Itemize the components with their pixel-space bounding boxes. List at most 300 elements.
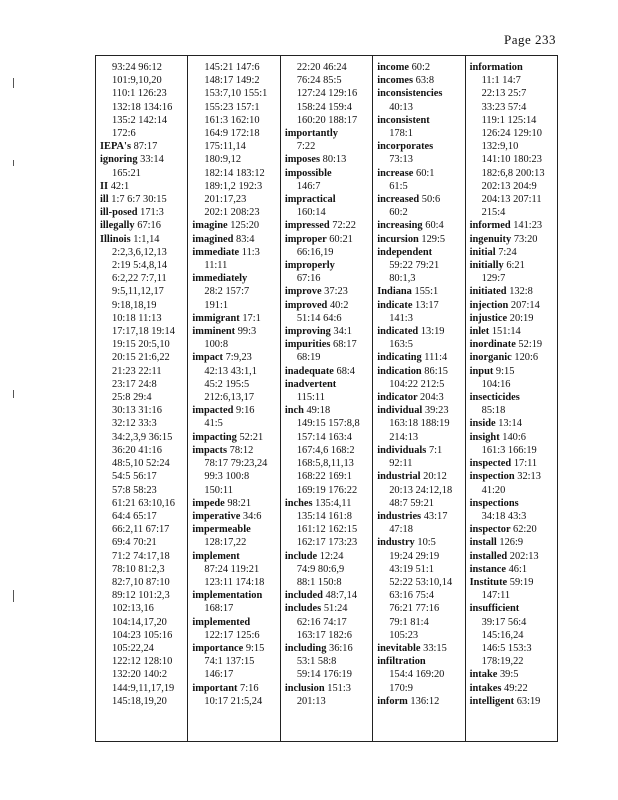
index-page-refs: 129:7 — [481, 273, 506, 285]
index-page-refs: 98:21 — [227, 497, 252, 509]
index-entry — [100, 219, 185, 232]
index-page-refs: 80:1,3 — [389, 273, 416, 285]
index-page-refs: 61:5 — [389, 180, 408, 192]
index-entry — [470, 470, 555, 483]
index-entry — [285, 365, 370, 378]
index-page-refs: 157:14 163:4 — [296, 431, 352, 443]
index-term: indicator — [377, 392, 418, 404]
index-page-refs: 123:11 174:18 — [204, 576, 265, 588]
index-term: impractical — [284, 194, 336, 206]
index-term: IEPA's — [100, 141, 131, 153]
index-term: implementation — [192, 590, 263, 602]
index-page-refs: 161:3 162:10 — [204, 114, 260, 126]
index-entry — [470, 299, 555, 312]
index-page-refs: 52:22 53:10,14 — [389, 576, 453, 588]
index-term: improper — [284, 233, 327, 245]
index-term: indicate — [377, 299, 413, 311]
index-page-refs: 9:16 — [236, 405, 255, 417]
index-entry — [192, 642, 277, 655]
index-page-refs: 215:4 — [481, 207, 506, 219]
index-page-refs: 11:1 14:7 — [481, 75, 521, 87]
index-page-refs: 204:3 — [420, 392, 444, 404]
index-page-refs: 37:23 — [324, 286, 348, 298]
index-page-refs: 146:17 — [204, 669, 234, 681]
index-page-refs: 168:22 169:1 — [296, 471, 352, 483]
index-page-refs: 151:14 — [491, 326, 521, 338]
index-entry — [470, 550, 555, 563]
index-entry — [470, 312, 555, 325]
index-page-refs: 47:18 — [389, 524, 413, 536]
index-page-refs: 102:13,16 — [112, 603, 154, 615]
index-term: impacted — [192, 405, 234, 417]
index-page-refs: 78:17 79:23,24 — [204, 458, 268, 470]
index-entry — [285, 325, 370, 338]
index-page-refs: 100:8 — [204, 339, 229, 351]
index-term: infiltration — [377, 656, 426, 668]
index-entry — [470, 259, 555, 272]
index-entry — [192, 246, 277, 259]
index-entry — [192, 219, 277, 232]
index-entry — [285, 219, 370, 232]
index-entry — [377, 140, 462, 153]
index-page-refs: 110:1 126:23 — [112, 88, 167, 100]
index-page-refs: 73:13 — [389, 154, 413, 166]
index-page-refs: 54:5 56:17 — [112, 471, 157, 483]
index-page-refs: 40:2 — [329, 299, 349, 311]
index-page-refs: 201:17,23 — [204, 194, 247, 206]
index-term: industries — [377, 510, 422, 522]
index-page-refs: 1:1,14 — [133, 233, 160, 245]
index-term: inevitable — [377, 642, 421, 654]
index-page-refs: 168:5,8,11,13 — [296, 458, 354, 470]
index-entry — [285, 259, 370, 272]
index-term: increase — [377, 167, 414, 179]
index-page-refs: 7:16 — [240, 682, 259, 694]
index-page-refs: 2:19 5:4,8,14 — [112, 260, 168, 272]
index-entry — [377, 299, 462, 312]
index-entry — [100, 180, 185, 193]
index-entry — [377, 246, 462, 259]
index-term: impermeable — [192, 524, 251, 536]
index-page-refs: 11:11 — [204, 260, 228, 272]
index-page-refs: 62:16 74:17 — [296, 616, 347, 628]
index-entry — [470, 338, 555, 351]
index-page-refs: 25:8 29:4 — [112, 392, 152, 404]
index-entry — [192, 444, 277, 457]
index-entry — [285, 550, 370, 563]
index-page-refs: 73:20 — [513, 233, 538, 245]
index-page-refs: 80:13 — [322, 154, 347, 166]
index-entry — [285, 378, 370, 391]
index-entry — [192, 272, 277, 285]
index-term: ingenuity — [469, 233, 512, 245]
index-page-refs: 60:2 — [389, 207, 408, 219]
index-entry — [377, 285, 462, 298]
index-column-5 — [465, 56, 557, 741]
index-entry — [470, 285, 555, 298]
index-term: impacting — [192, 431, 237, 443]
index-page-refs: 13:19 — [420, 326, 445, 338]
index-entry — [377, 444, 462, 457]
index-page-refs: 48:7 59:21 — [389, 497, 434, 509]
index-entry — [192, 431, 277, 444]
index-page-refs: 53:1 58:8 — [296, 656, 337, 668]
index-term: imagine — [192, 220, 228, 232]
index-term: inside — [469, 418, 496, 430]
index-term: includes — [284, 603, 322, 615]
index-page-refs: 2:2,3,6,12,13 — [112, 246, 167, 258]
index-entry — [377, 219, 462, 232]
index-page-refs: 34:1 — [333, 326, 352, 338]
index-entry — [192, 404, 277, 417]
index-entry — [285, 589, 370, 602]
index-entry — [377, 695, 462, 708]
index-page-refs: 7:9,23 — [225, 352, 252, 364]
index-page-refs: 212:6,13,17 — [204, 392, 255, 404]
index-term: importantly — [284, 128, 338, 140]
index-page-refs: 17:1 — [242, 312, 261, 324]
index-page-refs: 147:11 — [481, 590, 511, 602]
index-entry — [470, 365, 555, 378]
index-entry — [192, 682, 277, 695]
index-page-refs: 202:13 — [509, 550, 539, 562]
index-page-refs: 10:17 21:5,24 — [204, 695, 263, 707]
index-page-refs: 48:5,10 52:24 — [112, 458, 170, 470]
index-entry — [377, 365, 462, 378]
index-term: inordinate — [469, 339, 516, 351]
index-page-refs: 150:11 — [204, 484, 233, 496]
index-column-3 — [280, 56, 372, 741]
index-page-refs: 42:13 43:1,1 — [204, 365, 257, 377]
index-term: impressed — [284, 220, 330, 232]
index-page-refs: 76:21 77:16 — [389, 603, 440, 615]
index-term: income — [377, 62, 409, 73]
index-page-refs: 7:1 — [428, 444, 443, 456]
index-page-refs: 68:4 — [336, 365, 355, 377]
index-entry — [377, 193, 462, 206]
index-page-refs: 39:5 — [499, 669, 519, 681]
index-entry — [470, 682, 555, 695]
index-entry — [100, 206, 185, 219]
index-entry — [470, 563, 555, 576]
index-page-refs: 43:17 — [423, 510, 448, 522]
index-page-refs: 146:5 153:3 — [481, 642, 532, 654]
index-entry — [470, 391, 555, 404]
index-page-refs: 82:7,10 87:10 — [112, 576, 170, 588]
index-page-refs: 36:16 — [329, 642, 353, 654]
index-page-refs: 63:8 — [415, 75, 435, 87]
index-page-refs: 122:17 125:6 — [204, 629, 260, 641]
index-term: immediately — [192, 273, 248, 285]
index-page-refs: 141:3 — [389, 312, 413, 324]
index-page-refs: 104:23 105:16 — [112, 629, 173, 641]
index-term: inspector — [469, 524, 511, 536]
index-page-refs: 39:17 56:4 — [481, 616, 527, 628]
index-entry — [100, 193, 185, 206]
index-page-refs: 79:1 81:4 — [389, 616, 429, 628]
index-page-refs: 207:14 — [510, 299, 540, 311]
index-term: indicated — [377, 326, 419, 338]
index-page-refs: 34:6 — [242, 510, 262, 522]
index-entry — [470, 576, 555, 589]
index-term: install — [469, 537, 497, 549]
index-term: inclusion — [284, 682, 325, 694]
index-page-refs: 141:23 — [513, 220, 543, 232]
index-page-refs: 204:13 207:11 — [481, 194, 542, 206]
index-entry — [470, 246, 555, 259]
index-term: inadequate — [284, 365, 334, 377]
index-page-refs: 155:23 157:1 — [204, 101, 260, 113]
index-page-refs: 66:16,19 — [296, 246, 334, 258]
index-page-refs: 145:18,19,20 — [112, 695, 167, 707]
index-page-refs: 6:21 — [506, 260, 525, 272]
page-number: Page 233 — [503, 32, 556, 47]
index-page-refs: 72:22 — [332, 220, 356, 232]
index-column-2 — [187, 56, 279, 741]
index-page-refs: 43:19 51:1 — [389, 563, 434, 575]
index-page-refs: 30:13 31:16 — [112, 405, 162, 417]
index-entry — [285, 285, 370, 298]
index-entry — [192, 510, 277, 523]
index-page-refs: 52:19 — [518, 339, 543, 351]
index-page-refs: 49:22 — [504, 682, 528, 694]
index-term: instance — [469, 563, 506, 575]
index-entry — [285, 682, 370, 695]
index-page-refs: 136:12 — [410, 695, 440, 707]
index-page-refs: 161:3 166:19 — [481, 444, 537, 456]
index-term: initiated — [469, 286, 507, 298]
index-page-refs: 154:4 169:20 — [389, 669, 445, 681]
index-page-refs: 52:21 — [239, 431, 264, 443]
index-page-refs: 60:4 — [425, 220, 444, 232]
index-term: imposes — [284, 154, 321, 166]
index-entry — [470, 457, 555, 470]
index-term: improving — [284, 326, 331, 338]
index-term: imagined — [192, 233, 234, 245]
index-page-refs: 135:4,11 — [315, 497, 352, 509]
index-term: inch — [284, 405, 304, 417]
index-entry — [470, 602, 555, 615]
index-page-refs: 127:24 129:16 — [296, 88, 358, 100]
index-page-refs: 74:1 137:15 — [204, 656, 255, 668]
index-term: independent — [377, 246, 433, 258]
index-entry — [470, 351, 555, 364]
index-page-refs: 10:5 — [417, 537, 436, 549]
index-entry — [285, 642, 370, 655]
index-entry — [377, 87, 462, 100]
index-page-refs: 6:2,22 7:7,11 — [112, 273, 167, 285]
index-page-refs: 182:14 183:12 — [204, 167, 265, 179]
index-page-refs: 151:3 — [327, 682, 351, 694]
index-term: inconsistent — [377, 114, 430, 126]
index-term: initially — [469, 260, 504, 272]
index-page-refs: 48:7,14 — [325, 590, 358, 602]
index-page-refs: 60:1 — [416, 167, 435, 179]
index-page-refs: 61:21 63:10,16 — [112, 497, 175, 509]
index-entry — [192, 351, 277, 364]
index-page-refs: 71:2 74:17,18 — [112, 550, 170, 562]
index-page-refs: 68:19 — [296, 352, 321, 364]
index-column-1 — [96, 56, 187, 741]
index-page-refs: 163:17 182:6 — [296, 629, 352, 641]
index-entry — [470, 219, 555, 232]
index-page-refs: 20:15 21:6,22 — [112, 352, 170, 364]
index-column-4 — [372, 56, 464, 741]
index-page-refs: 158:24 159:4 — [296, 101, 352, 113]
index-page-refs: 49:18 — [306, 405, 331, 417]
index-page-refs: 92:11 — [389, 458, 413, 470]
index-entry — [470, 61, 555, 74]
index-page-refs: 135:2 142:14 — [112, 114, 168, 126]
index-page-refs: 202:13 204:9 — [481, 180, 537, 192]
index-entry — [377, 74, 462, 87]
index-term: inform — [377, 695, 408, 707]
index-term: included — [284, 590, 323, 602]
index-term: inorganic — [469, 352, 512, 364]
index-entry — [192, 523, 277, 536]
index-entry — [192, 616, 277, 629]
index-term: ignoring — [100, 154, 138, 166]
index-page-refs: 17:17,18 19:14 — [112, 326, 175, 338]
index-term: inspections — [469, 497, 519, 509]
index-term: Illinois — [100, 233, 131, 245]
index-page-refs: 17:11 — [513, 458, 538, 470]
index-page-refs: 64:4 65:17 — [112, 510, 157, 522]
index-entry — [192, 312, 277, 325]
index-term: inspected — [469, 458, 512, 470]
index-term: inadvertent — [284, 378, 337, 390]
index-page-refs: 141:10 180:23 — [481, 154, 542, 166]
index-entry — [377, 642, 462, 655]
index-term: injustice — [469, 312, 508, 324]
index-entry — [285, 153, 370, 166]
index-page-refs: 160:14 — [296, 207, 326, 219]
index-page-refs: 63:16 75:4 — [389, 590, 434, 602]
index-page-refs: 45:2 195:5 — [204, 378, 250, 390]
index-entry — [285, 299, 370, 312]
index-term: importance — [192, 642, 244, 654]
index-page-refs: 99:3 — [237, 326, 257, 338]
index-page-refs: 13:14 — [498, 418, 522, 430]
index-entry — [100, 140, 185, 153]
index-page-refs: 13:17 — [415, 299, 439, 311]
index-term: insecticides — [469, 392, 520, 404]
index-term: impacts — [192, 444, 228, 456]
index-page-refs: 178:1 — [389, 128, 413, 140]
index-page-refs: 22:20 46:24 — [296, 62, 347, 73]
index-term: ill — [100, 194, 109, 206]
index-page-refs: 1:7 6:7 30:15 — [111, 194, 167, 206]
index-entry — [470, 536, 555, 549]
index-page-refs: 171:3 — [140, 207, 164, 219]
index-term: important — [192, 682, 238, 694]
index-page-refs: 162:17 173:23 — [296, 537, 358, 549]
index-page-refs: 9:5,11,12,17 — [112, 286, 164, 298]
index-page-refs: 41:20 — [481, 484, 506, 496]
index-page-refs: 164:9 172:18 — [204, 128, 260, 140]
index-page-refs: 93:24 96:12 — [112, 62, 162, 73]
index-page-refs: 76:24 85:5 — [296, 75, 342, 87]
index-term: immigrant — [192, 312, 240, 324]
index-term: impurities — [284, 339, 331, 351]
index-page-refs: 169:19 176:22 — [296, 484, 358, 496]
index-page-refs: 11:3 — [241, 246, 260, 258]
index-term: Indiana — [377, 286, 412, 298]
index-entry — [192, 233, 277, 246]
index-page-refs: 74:9 80:6,9 — [296, 563, 345, 575]
index-entry — [285, 193, 370, 206]
index-entry — [285, 233, 370, 246]
index-page-refs: 104:14,17,20 — [112, 616, 167, 628]
index-term: information — [469, 62, 523, 73]
index-entry — [285, 167, 370, 180]
index-term: illegally — [100, 220, 135, 232]
index-term: ill-posed — [100, 207, 138, 219]
index-page-refs: 89:12 101:2,3 — [112, 590, 170, 602]
index-term: indicating — [377, 352, 422, 364]
index-page-refs: 22:13 25:7 — [481, 88, 527, 100]
index-term: increased — [377, 194, 420, 206]
index-entry — [377, 536, 462, 549]
index-page-refs: 111:4 — [424, 352, 448, 364]
index-term: including — [284, 642, 327, 654]
index-page-refs: 34:18 43:3 — [481, 510, 527, 522]
index-entry — [470, 695, 555, 708]
index-entry — [377, 404, 462, 417]
index-page-refs: 115:11 — [296, 392, 325, 404]
index-term: industry — [377, 537, 415, 549]
index-page-refs: 202:1 208:23 — [204, 207, 260, 219]
index-term: individual — [377, 405, 423, 417]
index-page-refs: 145:21 147:6 — [204, 62, 260, 73]
index-page-refs: 99:3 100:8 — [204, 471, 250, 483]
index-page-refs: 20:12 — [423, 471, 447, 483]
index-term: industrial — [377, 471, 421, 483]
index-page-refs: 119:1 125:14 — [481, 114, 537, 126]
index-page-refs: 28:2 157:7 — [204, 286, 250, 298]
index-term: increasing — [377, 220, 423, 232]
index-page-refs: 68:17 — [333, 339, 357, 351]
index-page-refs: 12:24 — [319, 550, 344, 562]
index-page-refs: 148:17 149:2 — [204, 75, 260, 87]
index-page-refs: 63:19 — [516, 695, 541, 707]
index-entry — [285, 338, 370, 351]
index-page-refs: 101:9,10,20 — [112, 75, 162, 87]
index-page-refs: 132:8 — [509, 286, 533, 298]
index-term: input — [469, 365, 494, 377]
index-entry — [377, 61, 462, 74]
index-entry — [470, 417, 555, 430]
index-term: II — [100, 180, 109, 192]
index-page-refs: 172:6 — [112, 128, 136, 140]
index-term: incorporates — [377, 141, 434, 153]
index-page-refs: 50:6 — [421, 194, 441, 206]
index-page-refs: 104:16 — [481, 378, 511, 390]
index-entry — [285, 602, 370, 615]
index-entry — [377, 114, 462, 127]
index-term: include — [284, 550, 318, 562]
index-page-refs: 140:6 — [502, 431, 526, 443]
index-entry — [285, 127, 370, 140]
index-term: installed — [469, 550, 508, 562]
index-page-refs: 41:5 — [204, 418, 223, 430]
index-page-refs: 51:14 64:6 — [296, 312, 342, 324]
index-page-refs: 57:8 58:23 — [112, 484, 157, 496]
index-term: intake — [469, 669, 498, 681]
index-page-refs: 105:23 — [389, 629, 419, 641]
index-page-refs: 20:13 24:12,18 — [389, 484, 453, 496]
index-page-refs: 161:12 162:15 — [296, 524, 358, 536]
